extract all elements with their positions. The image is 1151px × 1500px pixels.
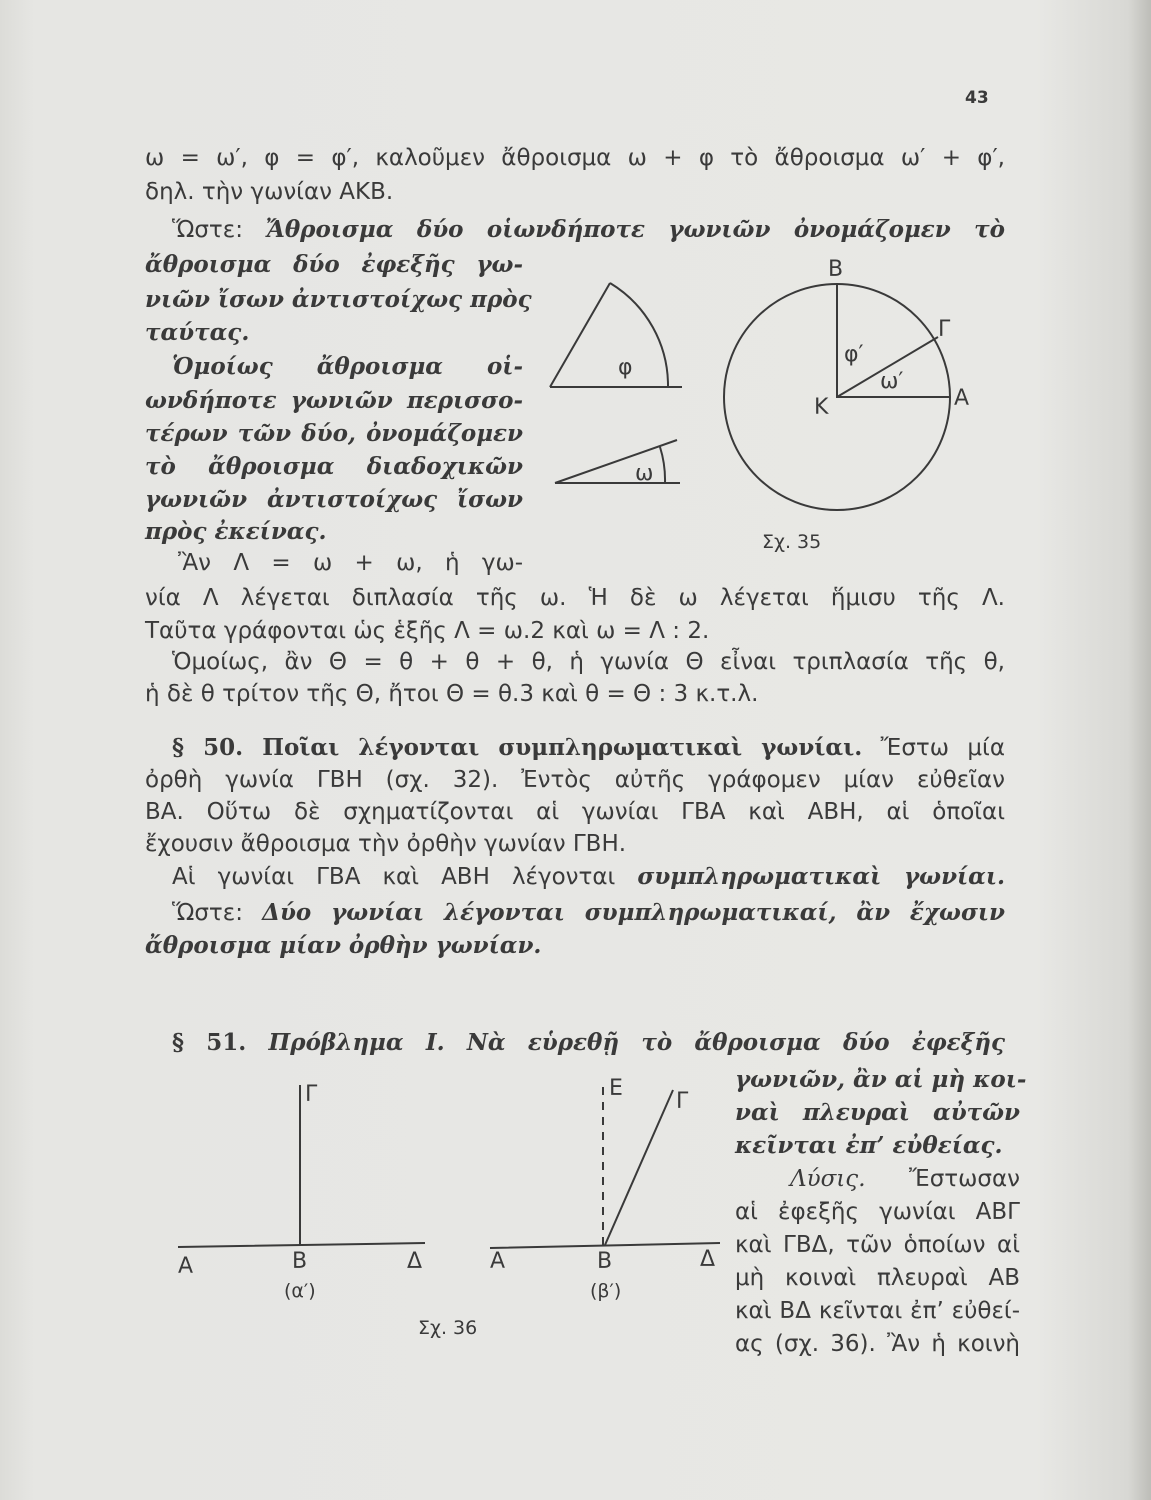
- label-B: Β: [292, 1249, 308, 1274]
- figure-36: [178, 1080, 720, 1248]
- definition-line: τὸ ἄθροισμα διαδοχικῶν: [145, 453, 523, 480]
- text-line: ἔχουσιν ἄθροισμα τὴν ὀρθὴν γωνίαν ΓΒΗ.: [145, 831, 627, 857]
- label-A: Α: [178, 1254, 194, 1279]
- label-G: Γ: [305, 1082, 318, 1107]
- text: Ἔστωσαν: [865, 1166, 1020, 1192]
- fig36a-lines: [178, 1082, 425, 1247]
- fig36a-sublabel: (α′): [284, 1280, 316, 1302]
- label-K: Κ: [814, 395, 829, 420]
- definition-line: ταύτας.: [145, 319, 250, 346]
- text-line: Ἂν Λ = ω + ω, ἡ γω-: [178, 550, 523, 576]
- solution-label: Λύσις.: [790, 1166, 866, 1192]
- text-line: ας (σχ. 36). Ἂν ἡ κοινὴ: [735, 1331, 1020, 1357]
- text-line: Ὁμοίως, ἂν Θ = θ + θ + θ, ἡ γωνία Θ εἶναι τριπλασία τῆς θ,: [172, 649, 1005, 675]
- text-line: καὶ ΓΒΔ, τῶν ὁποίων αἱ: [735, 1232, 1020, 1258]
- text-line: μὴ κοιναὶ πλευραὶ ΑΒ: [735, 1265, 1020, 1291]
- label-G: Γ: [938, 317, 951, 342]
- problem-title: Πρόβλημα Ι. Νὰ εὑρεθῇ τὸ ἄθροισμα δύο ἐφεξῆς: [268, 1029, 1005, 1056]
- label-phi-prime: φ′: [844, 342, 864, 367]
- text-line: καὶ ΒΔ κεῖνται ἐπ’ εὐθεί-: [735, 1298, 1020, 1324]
- text-line: νία Λ λέγεται διπλασία τῆς ω. Ἡ δὲ ω λέγεται ἥμισυ τῆς Λ.: [145, 585, 1005, 611]
- text: Ὥστε:: [172, 217, 266, 243]
- label-D: Δ: [700, 1247, 716, 1272]
- text-line: αἱ ἐφεξῆς γωνίαι ΑΒΓ: [735, 1199, 1020, 1225]
- angle-omega: [555, 440, 680, 483]
- section-title: § 50. Ποῖαι λέγονται συμπληρωματικαὶ γωνίαι.: [172, 734, 863, 761]
- figure-35-caption: Σχ. 35: [762, 531, 822, 553]
- label-B: Β: [828, 257, 844, 282]
- text-line: ὀρθὴ γωνία ΓΒΗ (σχ. 32). Ἐντὸς αὐτῆς γράφομεν μίαν εὐθεῖαν: [145, 767, 1005, 793]
- definition-line: ωνδήποτε γωνιῶν περισσο-: [145, 387, 523, 414]
- label-omega-prime: ω′: [880, 369, 904, 394]
- label-E: Ε: [609, 1076, 623, 1101]
- text: Ἔστω μία: [862, 735, 1005, 761]
- definition-line: Ὁμοίως ἄθροισμα οἱ-: [172, 353, 523, 380]
- definition-line: ἄθροισμα δύο ἐφεξῆς γω-: [145, 251, 523, 278]
- text-line: ναὶ πλευραὶ αὐτῶν: [735, 1099, 1020, 1126]
- angle-phi: [550, 283, 682, 387]
- text-line: κεῖνται ἐπ’ εὐθείας.: [735, 1132, 1003, 1159]
- label-G: Γ: [676, 1089, 689, 1114]
- definition-line: πρὸς ἐκείνας.: [145, 518, 327, 545]
- label-A: Α: [954, 386, 970, 411]
- definition-line: νιῶν ἴσων ἀντιστοίχως πρὸς: [145, 286, 532, 313]
- section-number: § 51.: [172, 1029, 269, 1056]
- definition-line: ἄθροισμα μίαν ὀρθὴν γωνίαν.: [145, 932, 542, 959]
- label-omega: ω: [635, 461, 654, 486]
- text-line: ω = ω′, φ = φ′, καλοῦμεν ἄθροισμα ω + φ τὸ ἄθροισμα ω′ + φ′,: [145, 145, 1005, 171]
- definition-line: γωνιῶν ἀντιστοίχως ἴσων: [145, 486, 523, 513]
- definition-text: Ἄθροισμα δύο οἱωνδήποτε γωνιῶν ὀνομάζομεν τὸ: [265, 216, 1005, 243]
- text-line: Ταῦτα γράφονται ὡς ἑξῆς Λ = ω.2 καὶ ω = Λ : 2.: [145, 618, 710, 644]
- label-D: Δ: [407, 1249, 423, 1274]
- text: Ὥστε:: [172, 900, 263, 926]
- definition-line: τέρων τῶν δύο, ὀνομάζομεν: [145, 420, 523, 447]
- figure-35: [550, 283, 950, 510]
- text-line: δηλ. τὴν γωνίαν ΑΚΒ.: [145, 179, 394, 205]
- definition-text: Δύο γωνίαι λέγονται συμπληρωματικαί, ἂν ἔχωσιν: [262, 899, 1005, 926]
- figure-36-caption: Σχ. 36: [418, 1317, 478, 1339]
- fig36b-sublabel: (β′): [590, 1280, 622, 1302]
- text-line: ΒΑ. Οὕτω δὲ σχηματίζονται αἱ γωνίαι ΓΒΑ καὶ ΑΒΗ, αἱ ὁποῖαι: [145, 799, 1005, 825]
- label-phi: φ: [618, 355, 633, 380]
- text-line: ἡ δὲ θ τρίτον τῆς Θ, ἤτοι Θ = θ.3 καὶ θ = Θ : 3 κ.τ.λ.: [145, 681, 759, 707]
- page-number: 43: [965, 88, 989, 108]
- label-B: Β: [597, 1249, 613, 1274]
- label-A: Α: [490, 1249, 506, 1274]
- text: Αἱ γωνίαι ΓΒΑ καὶ ΑΒΗ λέγονται: [172, 864, 638, 890]
- text-line: γωνιῶν, ἂν αἱ μὴ κοι-: [735, 1066, 1027, 1093]
- term: συμπληρωματικαὶ γωνίαι.: [637, 863, 1005, 890]
